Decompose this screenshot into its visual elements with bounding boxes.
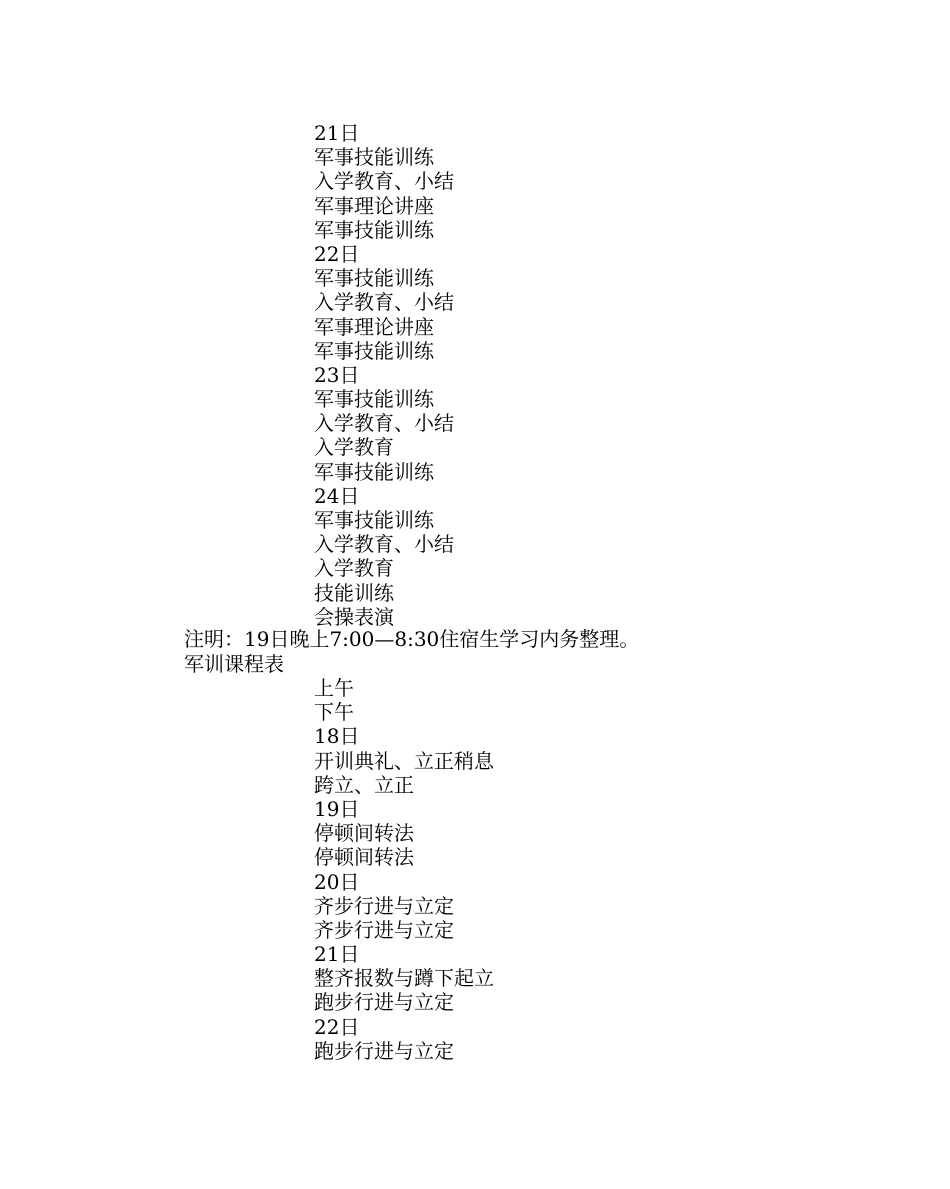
list-item: 21日	[314, 121, 360, 145]
list-item: 入学教育、小结	[314, 532, 454, 557]
list-item: 整齐报数与蹲下起立	[314, 966, 494, 991]
list-item: 齐步行进与立定	[314, 917, 454, 942]
list-item: 军事技能训练	[314, 508, 434, 532]
course-table-list	[314, 676, 494, 1063]
course-table-title: 军训课程表	[184, 652, 284, 676]
list-item: 入学教育	[314, 556, 394, 581]
list-item: 军事技能训练	[314, 266, 434, 291]
list-item: 入学教育、小结	[314, 290, 454, 315]
list-item: 18日	[314, 724, 360, 749]
list-item: 22日	[314, 241, 360, 266]
list-item: 会操表演	[314, 604, 394, 629]
list-item: 入学教育	[314, 435, 394, 460]
list-item: 19日	[314, 796, 360, 821]
schedule-continued-list	[314, 121, 454, 629]
list-item: 入学教育、小结	[314, 411, 454, 436]
list-item: 跑步行进与立定	[314, 1038, 454, 1063]
list-item: 军事技能训练	[314, 387, 434, 412]
list-item: 军事技能训练	[314, 338, 434, 363]
list-item: 21日	[314, 942, 360, 967]
list-item: 齐步行进与立定	[314, 893, 454, 918]
schedule-note: 注明：19日晚上7:00—8:30住宿生学习内务整理。	[184, 627, 640, 651]
list-item: 军事理论讲座	[314, 314, 434, 339]
list-item: 22日	[314, 1014, 360, 1039]
list-item: 停顿间转法	[314, 821, 414, 846]
list-item: 技能训练	[314, 580, 394, 605]
list-item: 停顿间转法	[314, 845, 414, 870]
list-item: 跨立、立正	[314, 772, 414, 797]
list-item: 军事技能训练	[314, 145, 434, 170]
list-item: 24日	[314, 483, 360, 508]
list-item: 军事理论讲座	[314, 193, 434, 218]
list-item: 23日	[314, 362, 360, 387]
list-item: 下午	[314, 700, 354, 725]
list-item: 入学教育、小结	[314, 169, 454, 194]
list-item: 跑步行进与立定	[314, 990, 454, 1015]
list-item: 军事技能训练	[314, 217, 434, 242]
list-item: 上午	[314, 676, 354, 700]
list-item: 军事技能训练	[314, 459, 434, 484]
list-item: 20日	[314, 869, 360, 894]
list-item: 开训典礼、立正稍息	[314, 748, 494, 773]
